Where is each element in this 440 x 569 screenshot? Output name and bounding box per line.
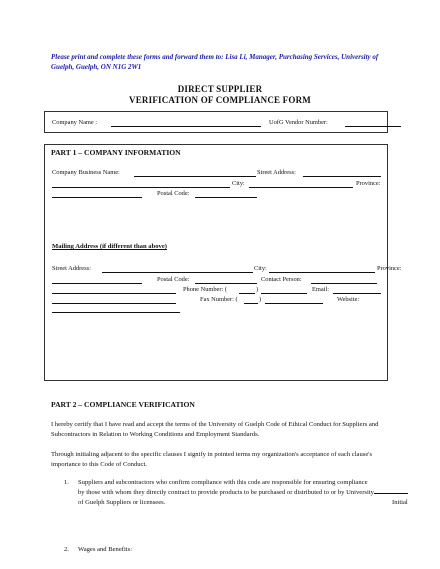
company-name-label: Company Name : (52, 119, 98, 126)
part1-heading: PART 1 – COMPANY INFORMATION (51, 148, 181, 157)
vendor-number-label: UofG Vendor Number: (269, 119, 328, 126)
fax-paren-close: ) (259, 296, 262, 303)
mailing-city-field[interactable] (269, 272, 375, 273)
mailing-street-address-field[interactable] (102, 272, 253, 273)
form-title-line1: DIRECT SUPPLIER (177, 84, 263, 94)
contact-person-field[interactable] (311, 283, 377, 284)
fax-number-field[interactable] (265, 303, 323, 304)
mailing-postal-code-label: Postal Code: (157, 276, 190, 283)
mailing-city-label: City: (254, 265, 267, 272)
fax-area-code-field[interactable] (244, 303, 258, 304)
mailing-province-field[interactable] (52, 283, 142, 284)
certification-paragraph: I hereby certify that I have read and accept the terms of the University of Guelph Code of Ethical Conduct for Suppliers and Subcontractors in Relation to Working Conditions and Employment Standards. (51, 421, 379, 438)
address-continued-field[interactable] (52, 187, 230, 188)
clause-1-text: Suppliers and subcontractors who confirm compliance with this code are responsible for ensuring compliance by those with whom they directly contract to provide products to be purchased or distributed to or by University of Guelph Suppliers or licensees. (78, 479, 374, 506)
email-field[interactable] (333, 293, 381, 294)
phone-area-code-field[interactable] (239, 293, 255, 294)
business-name-label: Company Business Name: (52, 169, 120, 176)
email-label: Email: (312, 286, 330, 293)
city-field[interactable] (249, 187, 353, 188)
part1-company-information-box (44, 144, 402, 381)
postal-code-field[interactable] (195, 197, 257, 198)
mailing-extra-field-1[interactable] (52, 293, 176, 294)
phone-paren-close: ) (256, 286, 259, 293)
instructions-note: Please print and complete these forms and forward them to: Lisa Li, Manager, Purchasing Services, University of Guelph, Guelph, ON N1G 2W1 (51, 53, 379, 71)
website-field[interactable] (52, 312, 180, 313)
contact-person-label: Contact Person: (261, 276, 302, 283)
business-name-field[interactable] (134, 176, 256, 177)
company-name-field[interactable] (111, 126, 261, 127)
mailing-province-label: Province: (377, 265, 402, 272)
province-field[interactable] (52, 197, 142, 198)
mailing-postal-code-field[interactable] (195, 283, 257, 284)
phone-number-label: Phone Number: ( (183, 286, 228, 293)
mailing-address-heading: Mailing Address (if different than above) (52, 243, 167, 250)
clause-2-text: Wages and Benefits: (78, 546, 133, 553)
mailing-extra-field-2[interactable] (52, 303, 176, 304)
postal-code-label: Postal Code: (157, 190, 190, 197)
fax-number-label: Fax Number: ( (200, 296, 238, 303)
clause-1-initial-label: Initial (392, 499, 408, 506)
city-label: City: (232, 180, 245, 187)
mailing-street-address-label: Street Address: (52, 265, 91, 272)
initialing-paragraph: Through initialing adjacent to the specific clauses I signify in pointed terms my organization's acceptance of each clause's importance to this Code of Conduct. (51, 451, 373, 468)
street-address-field[interactable] (303, 176, 381, 177)
phone-number-field[interactable] (261, 293, 307, 294)
clause-1-number: 1. (64, 479, 69, 486)
vendor-number-field[interactable] (345, 126, 401, 127)
clause-2-number: 2. (64, 546, 69, 553)
street-address-label: Street Address: (257, 169, 296, 176)
website-label: Website: (337, 296, 360, 303)
clause-1-initial-field[interactable] (374, 493, 408, 494)
province-label: Province: (356, 180, 381, 187)
part2-heading: PART 2 – COMPLIANCE VERIFICATION (51, 400, 195, 409)
header-info-box (44, 111, 388, 133)
form-title-line2: VERIFICATION OF COMPLIANCE FORM (129, 95, 311, 105)
